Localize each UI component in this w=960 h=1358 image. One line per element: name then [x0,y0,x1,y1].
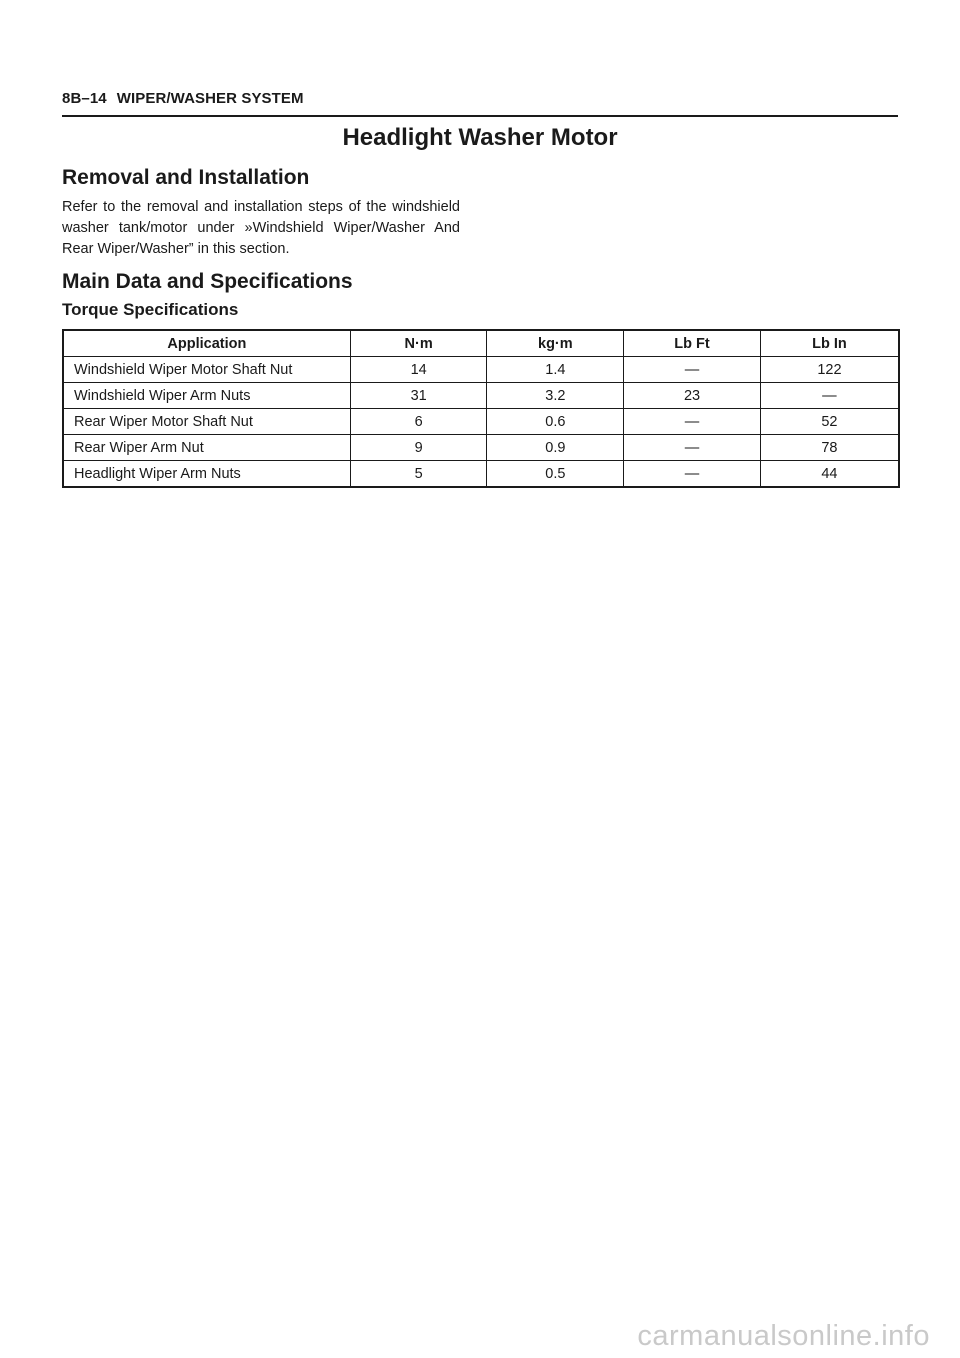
table-cell: 78 [760,435,899,461]
header-rule [62,115,898,117]
table-cell: — [760,383,899,409]
table-cell: Headlight Wiper Arm Nuts [63,461,350,488]
torque-spec-table [62,329,900,488]
column-header: Lb Ft [624,330,761,357]
table-cell: 1.4 [487,357,624,383]
table-cell: 0.6 [487,409,624,435]
column-header: Lb In [760,330,899,357]
torque-subheading: Torque Specifications [62,300,239,319]
table-cell: Windshield Wiper Arm Nuts [63,383,350,409]
table-row [63,383,899,409]
table-row [63,461,899,488]
table-cell: 6 [350,409,487,435]
table-cell: Rear Wiper Motor Shaft Nut [63,409,350,435]
table-cell: 31 [350,383,487,409]
table-row [63,435,899,461]
watermark: carmanualsonline.info [637,1320,930,1352]
table-cell: Rear Wiper Arm Nut [63,435,350,461]
table-cell: 52 [760,409,899,435]
specs-heading: Main Data and Specifications [62,270,353,293]
table-cell: — [624,435,761,461]
column-header: N·m [350,330,487,357]
column-header: kg·m [487,330,624,357]
table-cell: 0.9 [487,435,624,461]
page-title: Headlight Washer Motor [342,124,618,151]
removal-heading: Removal and Installation [62,166,310,189]
table-cell: — [624,409,761,435]
table-cell: 5 [350,461,487,488]
table-cell: 0.5 [487,461,624,488]
table-row [63,409,899,435]
table-cell: 23 [624,383,761,409]
table-row [63,357,899,383]
table-cell: — [624,461,761,488]
table-cell: 9 [350,435,487,461]
removal-text: Refer to the removal and installation steps of the windshield washer tank/motor under »Windshield Wiper/Washer And Rear Wiper/Washer” in this section. [62,199,460,257]
table-cell: 44 [760,461,899,488]
table-cell: 122 [760,357,899,383]
table-cell: — [624,357,761,383]
section-title: WIPER/WASHER SYSTEM [116,90,304,107]
page-header [62,90,898,107]
section-number: 8B–14 [62,90,107,107]
table-cell: Windshield Wiper Motor Shaft Nut [63,357,350,383]
table-cell: 14 [350,357,487,383]
table-header-row [63,330,899,357]
column-header: Application [63,330,350,357]
table-cell: 3.2 [487,383,624,409]
